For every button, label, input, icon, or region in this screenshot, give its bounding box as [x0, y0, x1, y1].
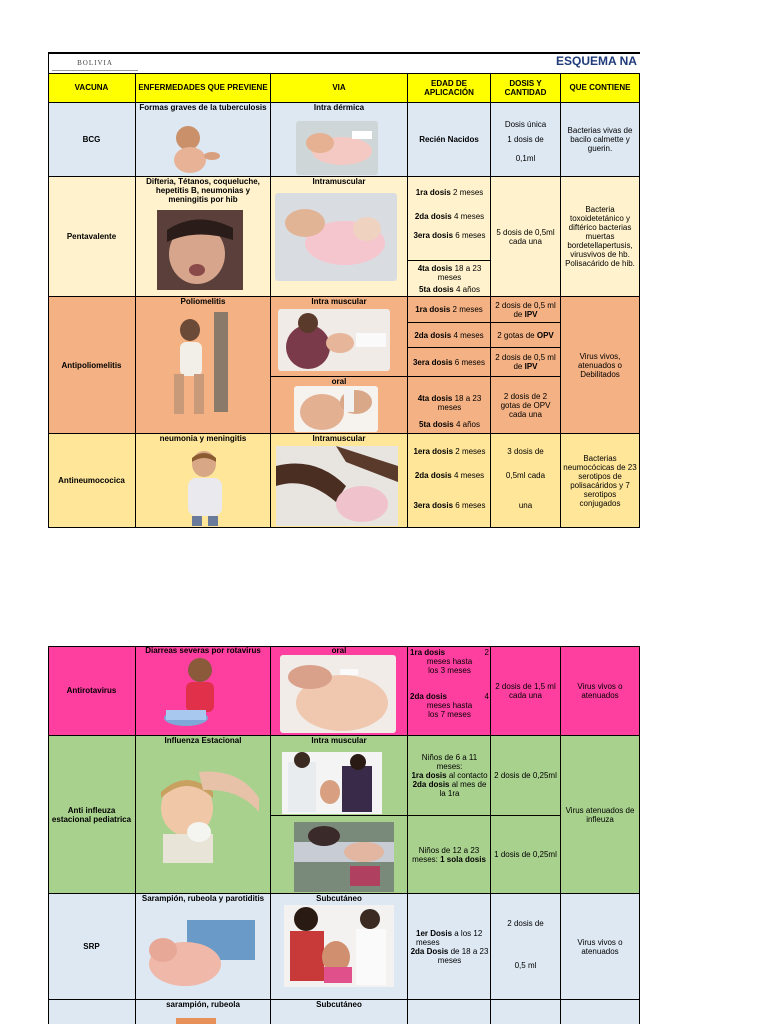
dose-amount: 2 dosis de 0,5 ml de — [495, 353, 556, 371]
rotavirus-edad-2 — [410, 692, 489, 719]
dose-age: 6 meses — [453, 501, 486, 510]
neumococo-vacuna: Antineumococica — [48, 434, 136, 528]
dose-age: 2 meses — [450, 188, 484, 197]
page-title: ESQUEMA NA — [556, 54, 637, 68]
pentavalente-edad-4 — [412, 264, 487, 282]
bcg-dosis-1: Dosis única — [504, 120, 547, 129]
clinic-vaccination-photo — [294, 822, 394, 892]
logo — [52, 55, 138, 71]
dose-type: IPV — [524, 309, 538, 319]
dose-label: 5ta dosis — [419, 420, 454, 429]
dose-label: 4ta dosis — [417, 264, 453, 273]
dose-range: meses hasta los 3 meses — [426, 657, 473, 675]
srp-edad — [410, 929, 489, 965]
sr-dosis-cell — [491, 1000, 561, 1024]
dose-month: 4 — [484, 692, 489, 701]
infant-injection-photo — [275, 193, 397, 281]
sr-enfermedad: sarampión, rubeola — [166, 1000, 240, 1009]
dose-label: 2da dosis — [410, 692, 447, 701]
header-dosis: DOSIS Y CANTIDAD — [491, 73, 561, 103]
dose-age: 4 meses — [451, 471, 485, 480]
srp-dosis-1: 2 dosis de — [507, 919, 544, 928]
sr-vacuna-cell — [48, 1000, 136, 1024]
dose-label: 2da dosis — [412, 780, 450, 789]
srp-dosis-cell — [491, 894, 561, 1000]
polio-edad-2 — [408, 323, 491, 348]
influenza-via: Intra muscular — [311, 736, 367, 745]
dose-label: 1ra dosis — [410, 648, 446, 657]
dose-amount: 2 dosis de 0,5 ml de — [495, 300, 556, 319]
dose-age: 4 meses — [451, 330, 484, 340]
bcg-via: Intra dérmica — [313, 103, 365, 112]
dose-amount: 2 dosis de 2 gotas de OPV cada una — [500, 391, 551, 419]
sr-edad-cell — [408, 1000, 491, 1024]
polio-via-1: Intra muscular — [311, 297, 367, 306]
influenza-edad-2 — [408, 816, 491, 894]
neumococo-edad-3 — [408, 501, 491, 510]
dose-label: 1era dosis — [413, 447, 454, 456]
neumococo-enfermedad: neumonia y meningitis — [159, 434, 247, 443]
rotavirus-edad-1 — [410, 648, 489, 675]
influenza-contiene: Virus atenuados de infleuza — [561, 736, 640, 894]
dose-label: 1ra dosis — [415, 188, 451, 197]
rotavirus-via: oral — [331, 646, 347, 655]
logo-text: BOLIVIA — [77, 58, 113, 67]
sr-contiene-cell — [561, 1000, 640, 1024]
rotavirus-enfermedad: Diarreas severas por rotavirus — [145, 646, 261, 655]
neumococo-dosis-cell — [491, 434, 561, 528]
rotavirus-contiene: Virus vivos o atenuados — [577, 682, 623, 700]
bcg-edad: Recién Nacidos — [408, 103, 491, 177]
srp-contiene-cell — [561, 894, 640, 1000]
neumococo-dosis-3: una — [518, 501, 533, 510]
polio-dosis-3 — [491, 348, 561, 377]
bcg-dosis-3: 0,1ml — [515, 154, 536, 163]
srp-vacuna: SRP — [48, 894, 136, 1000]
srp-dosis-2: 0,5 ml — [514, 961, 537, 970]
rotavirus-dosis: 2 dosis de 1,5 ml cada una — [495, 682, 556, 700]
pentavalente-via: Intramuscular — [312, 177, 366, 186]
pentavalente-edad-3 — [408, 231, 491, 240]
polio-dosis-2 — [491, 323, 561, 348]
polio-edad-5 — [408, 420, 491, 429]
rotavirus-contiene-cell — [561, 646, 640, 736]
influenza-enfermedad: Influenza Estacional — [164, 736, 242, 745]
dose-amount: 2 gotas de — [497, 330, 537, 340]
dose-age: 2 meses — [453, 447, 486, 456]
pentavalente-contiene: Bacteria toxoidetetánico y diftérico bacterias muertas bordetellapertusis, virusvivos de hb. Polisacárido de hib. — [561, 177, 640, 297]
dose-label: 3era dosis — [413, 501, 454, 510]
neumococo-dosis-2: 0,5ml cada — [505, 471, 546, 480]
header-contiene: QUE CONTIENE — [561, 73, 640, 103]
srp-contiene: Virus vivos o atenuados — [577, 938, 623, 956]
dose-age: 6 meses — [453, 231, 486, 240]
pentavalente-vacuna: Pentavalente — [48, 177, 136, 297]
oral-drops-photo — [294, 386, 378, 432]
bcg-enfermedad: Formas graves de la tuberculosis — [139, 103, 267, 112]
dose-type: IPV — [524, 362, 538, 371]
dose-label: 1er Dosis — [416, 929, 453, 938]
sr-via-cell — [271, 1000, 408, 1024]
nurse-vaccination-photo — [284, 905, 394, 987]
pentavalente-edad-5 — [408, 285, 491, 294]
doctor-vaccinating-photo — [282, 752, 382, 814]
dose-age: 4 años — [453, 285, 480, 294]
dose-label: 2da dosis — [414, 212, 452, 221]
age-range: Niños de 6 a 11 meses: — [421, 753, 478, 771]
dose-age: 4 meses — [451, 212, 485, 221]
influenza-edad-1 — [410, 753, 489, 798]
newborn-photo — [143, 920, 255, 996]
dose-label: 2da dosis — [414, 471, 452, 480]
dose-age: 18 a 23 meses — [437, 394, 482, 412]
child-potty-photo — [162, 656, 224, 732]
dose-age: 6 meses — [452, 357, 486, 367]
dose-age: 4 años — [453, 420, 480, 429]
baby-photo — [168, 124, 224, 174]
dose-label: 1ra dosis — [415, 305, 451, 314]
polio-edad-4 — [412, 394, 487, 412]
influenza-dosis-2: 1 dosis de 0,25ml — [491, 816, 561, 894]
polio-enfermedad: Poliomelitis — [180, 297, 226, 306]
bcg-dosis-cell — [491, 103, 561, 177]
dose-label: 2da dosis — [414, 330, 452, 340]
pentavalente-dosis: 5 dosis de 0,5ml cada una — [491, 177, 561, 297]
bcg-vacuna: BCG — [48, 103, 136, 177]
neumococo-edad-2 — [408, 471, 491, 480]
dose-age: de 18 a 23 meses — [437, 947, 489, 965]
polio-contiene: Virus vivos, atenuados o Debilitados — [561, 297, 640, 434]
polio-edad-1 — [408, 297, 491, 323]
dose-label: 3era dosis — [413, 231, 454, 240]
dose-label: 1 sola dosis — [440, 854, 486, 864]
dose-label: 3era dosis — [412, 357, 453, 367]
dose-age: a los 12 meses — [416, 929, 483, 947]
header-vacuna: VACUNA — [48, 73, 136, 103]
rotavirus-vacuna: Antirotavirus — [48, 646, 136, 736]
dose-label: 5ta dosis — [419, 285, 454, 294]
sick-child-photo — [157, 210, 243, 290]
polio-via-2: oral — [331, 377, 347, 386]
polio-edad-3 — [408, 348, 491, 377]
dose-label: 1ra dosis — [411, 771, 447, 780]
sr-photo-fragment — [176, 1018, 216, 1024]
dose-label: 4ta dosis — [417, 394, 453, 403]
header-enfermedades: ENFERMEDADES QUE PREVIENE — [136, 73, 271, 103]
influenza-vacuna: Anti infleuza estacional pediatrica — [48, 736, 136, 894]
dose-label: 2da Dosis — [410, 947, 449, 956]
neumococo-via: Intramuscular — [312, 434, 366, 443]
neumococo-contiene: Bacterias neumocócicas de 23 serotipos de polisacáridos y 7 serotipos conjugados — [561, 434, 640, 528]
dose-age: 18 a 23 meses — [437, 264, 482, 282]
sr-via: Subcutáneo — [316, 1000, 362, 1009]
srp-via: Subcutáneo — [316, 894, 362, 903]
header-via: VIA — [271, 73, 408, 103]
neumococo-edad-1 — [408, 447, 491, 456]
vaccination-hands-photo — [276, 446, 398, 526]
rotavirus-dosis-cell — [491, 646, 561, 736]
bcg-contiene: Bacterias vivas de bacilo calmette y guerin. — [561, 103, 640, 177]
coughing-child-photo — [178, 448, 234, 526]
bcg-dosis-2: 1 dosis de — [507, 135, 544, 144]
age-range: Niños de 12 a 23 meses: — [412, 845, 480, 864]
injection-photo — [296, 121, 378, 175]
dose-type: OPV — [536, 330, 554, 340]
child-fever-photo — [143, 768, 259, 863]
mother-baby-injection-photo — [278, 309, 390, 371]
polio-vacuna: Antipoliomelitis — [48, 297, 136, 434]
pentavalente-edad-1 — [408, 188, 491, 197]
child-walking-photo — [168, 312, 240, 422]
polio-dosis-4 — [491, 377, 561, 434]
neumococo-dosis-1: 3 dosis de — [507, 447, 544, 456]
dose-month: 2 — [484, 648, 489, 657]
pentavalente-enfermedad: Difteria, Tétanos, coqueluche, hepetitis B, neumonias y meningitis por hib — [146, 177, 260, 204]
dose-age: 2 meses — [450, 305, 483, 314]
polio-dosis-1 — [491, 297, 561, 323]
header-edad: EDAD DE APLICACIÓN — [408, 73, 491, 103]
influenza-dosis-1: 2 dosis de 0,25ml — [491, 736, 561, 816]
dose-timing: al contacto — [446, 771, 488, 780]
baby-oral-drops-photo — [280, 655, 396, 733]
pentavalente-edad-2 — [408, 212, 491, 221]
dose-range: meses hasta los 7 meses — [426, 701, 473, 719]
dose-timing: al mes de la 1ra — [439, 780, 487, 798]
srp-enfermedad: Sarampión, rubeola y parotiditis — [141, 894, 265, 903]
